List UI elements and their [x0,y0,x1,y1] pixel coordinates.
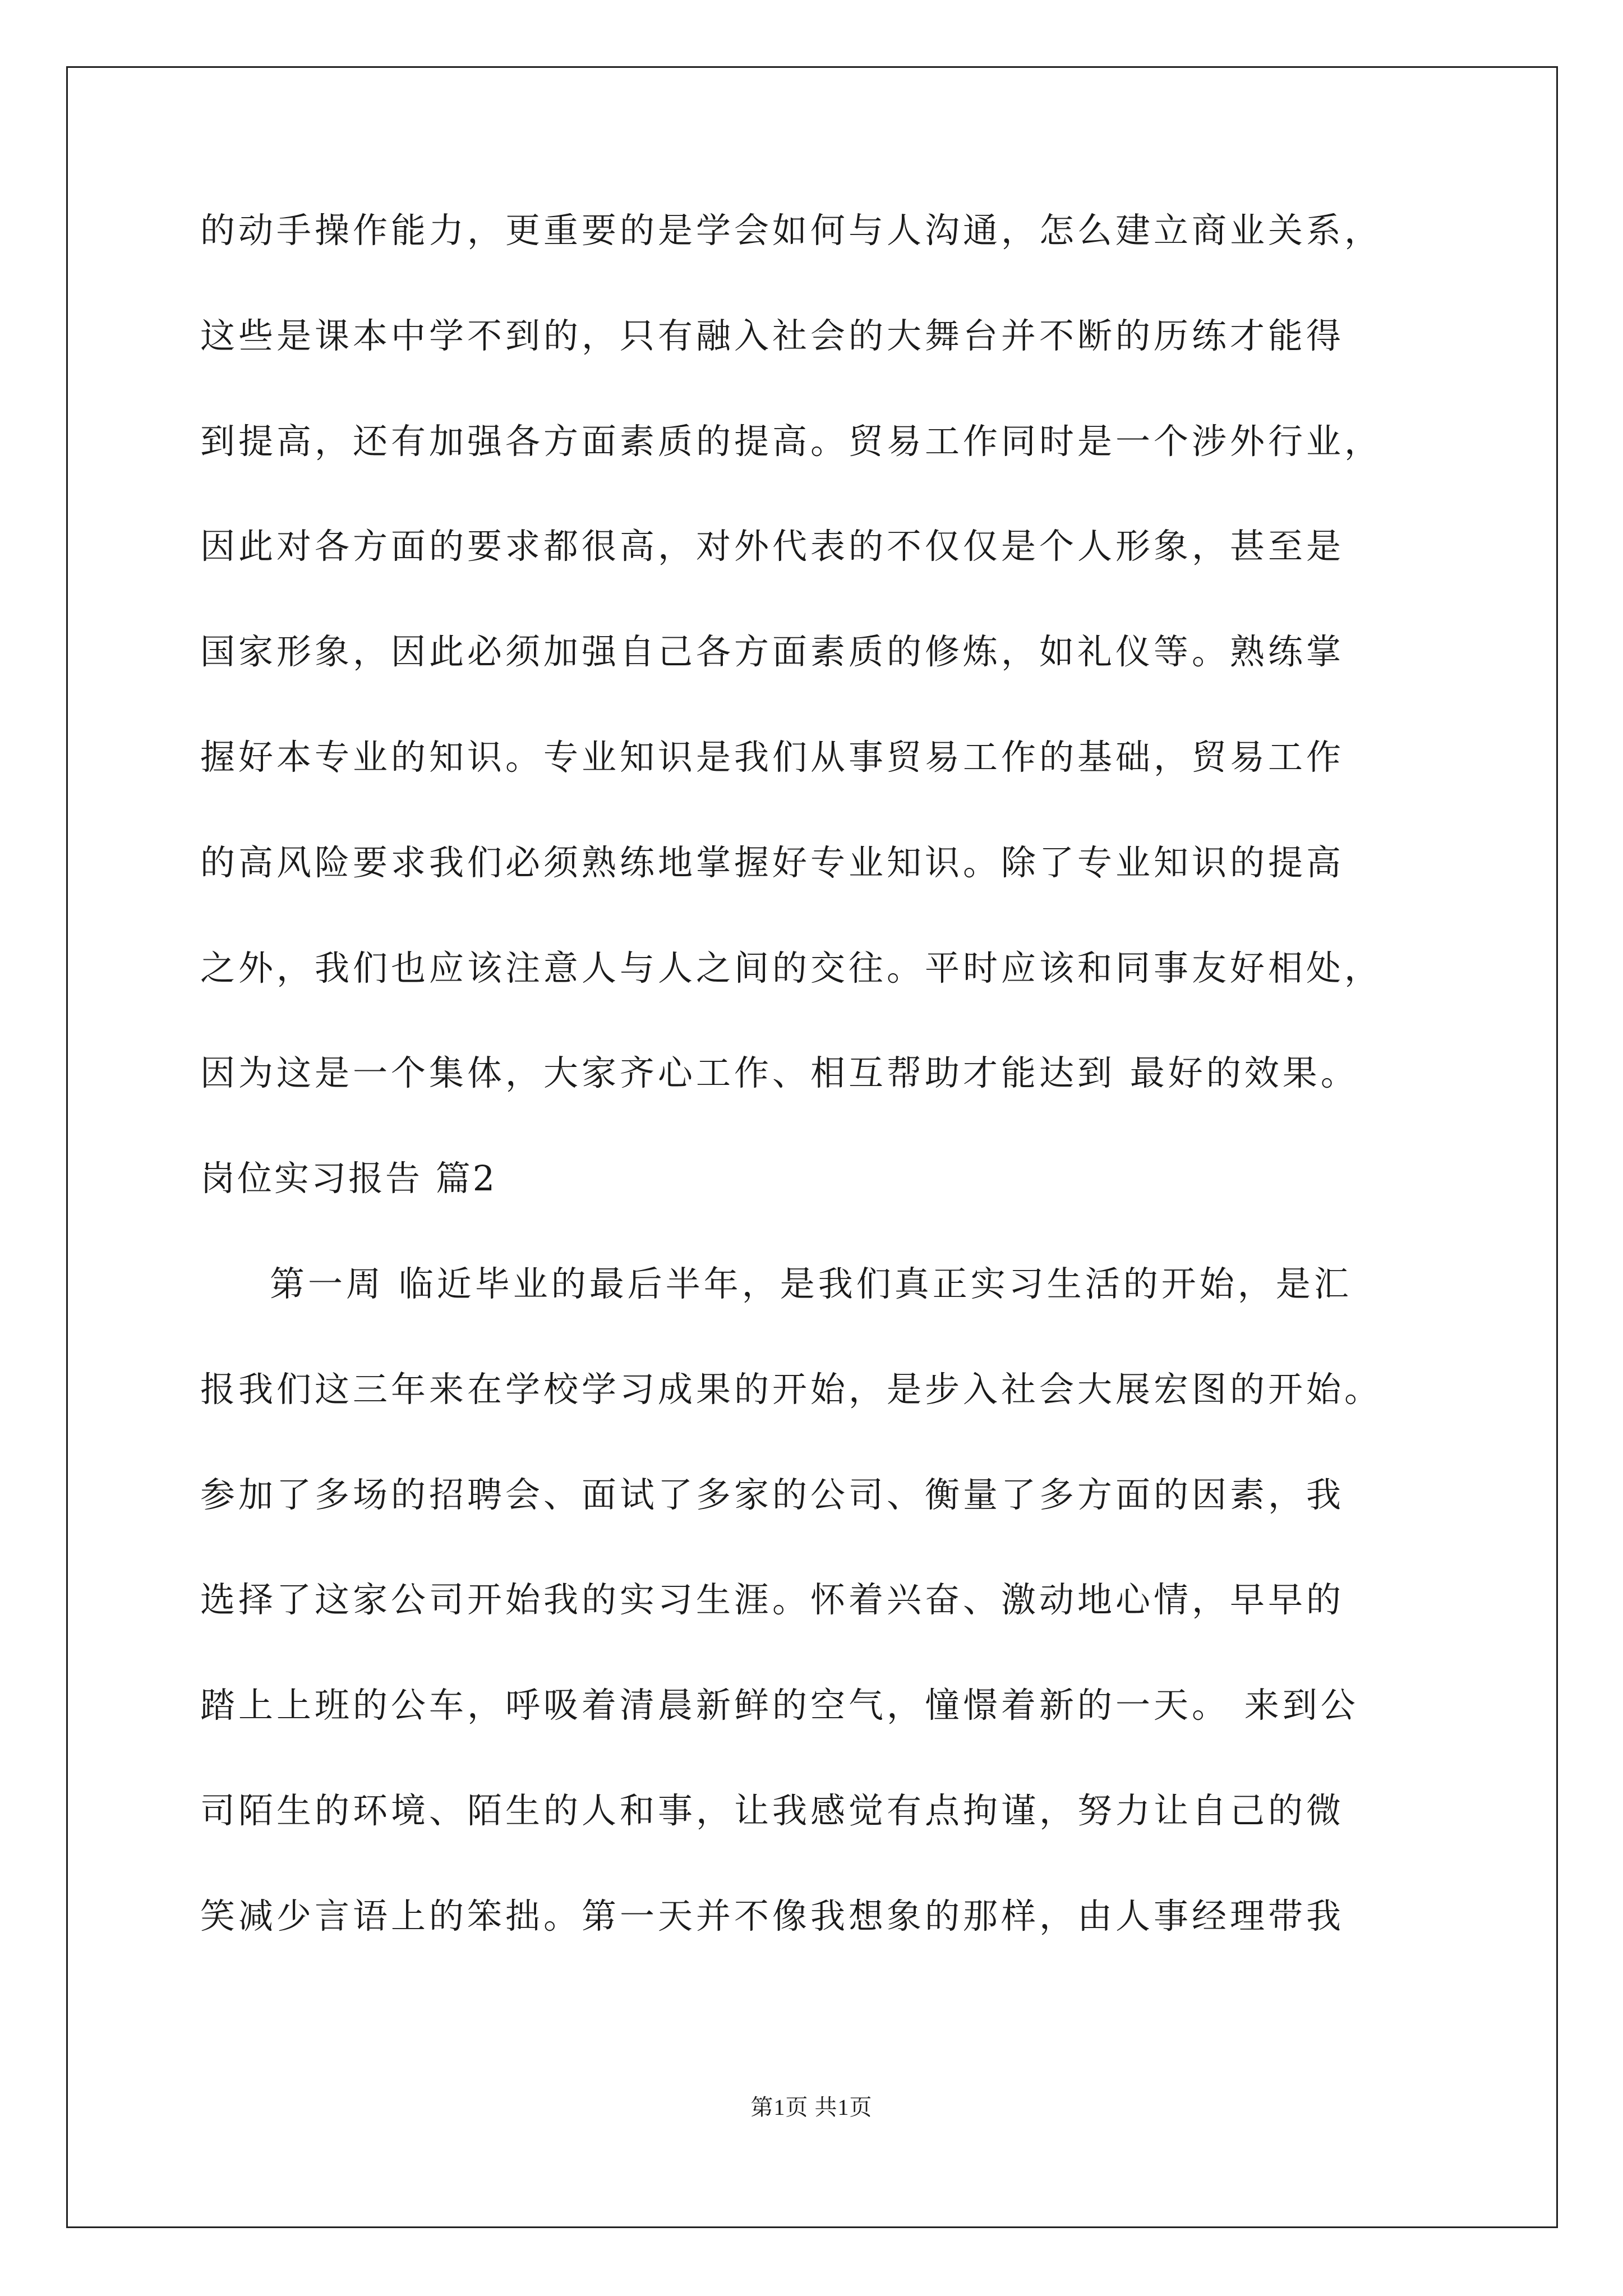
text-line: 司陌生的环境、陌生的人和事，让我感觉有点拘谨，努力让自己的微 [200,1789,1345,1831]
text-line: 笑减少言语上的笨拙。第一天并不像我想象的那样，由人事经理带我 [200,1895,1345,1936]
text-line: 因为这是一个集体，大家齐心工作、相互帮助才能达到 最好的效果。 [200,1052,1359,1094]
text-line: 之外，我们也应该注意人与人之间的交往。平时应该和同事友好相处， [200,947,1383,988]
text-line: 选择了这家公司开始我的实习生涯。怀着兴奋、激动地心情，早早的 [200,1579,1345,1621]
document-body [200,210,1451,2004]
text-line: 报我们这三年来在学校学习成果的开始，是步入社会大展宏图的开始。 [200,1368,1383,1410]
text-line: 的动手操作能力，更重要的是学会如何与人沟通，怎么建立商业关系， [200,210,1383,251]
section-heading: 岗位实习报告 篇2 [200,1158,497,1199]
text-line: 踏上上班的公车，呼吸着清晨新鲜的空气，憧憬着新的一天。 来到公 [200,1685,1359,1726]
text-line: 这些是课本中学不到的，只有融入社会的大舞台并不断的历练才能得 [200,315,1345,356]
text-line: 参加了多场的招聘会、面试了多家的公司、衡量了多方面的因素，我 [200,1474,1345,1515]
text-line: 第一周 临近毕业的最后半年，是我们真正实习生活的开始，是汇 [270,1263,1352,1304]
page-footer: 第1页 共1页 [750,2095,873,2120]
text-line: 握好本专业的知识。专业知识是我们从事贸易工作的基础，贸易工作 [200,736,1345,777]
text-line: 国家形象，因此必须加强自己各方面素质的修炼，如礼仪等。熟练掌 [200,631,1345,673]
text-line: 的高风险要求我们必须熟练地掌握好专业知识。除了专业知识的提高 [200,841,1345,883]
text-line: 到提高，还有加强各方面素质的提高。贸易工作同时是一个涉外行业， [200,420,1383,462]
text-line: 因此对各方面的要求都很高，对外代表的不仅仅是个人形象，甚至是 [200,526,1345,567]
